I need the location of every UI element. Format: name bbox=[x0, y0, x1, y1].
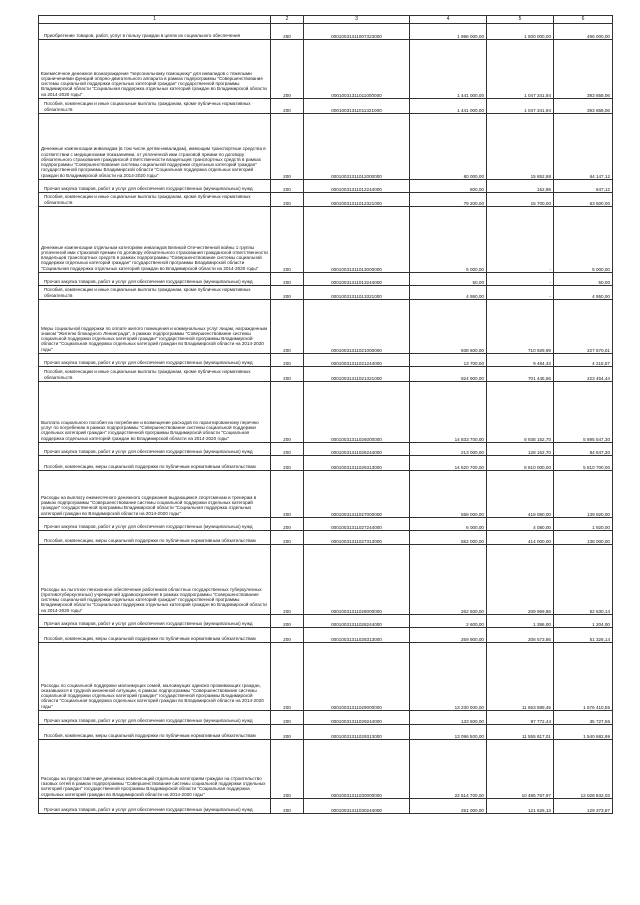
row-approved-amount-cell: 14 833 700,00 bbox=[410, 382, 487, 443]
table-row bbox=[39, 382, 613, 443]
row-classification-code-cell: 00010031311028244000 bbox=[304, 615, 410, 628]
row-unexecuted-amount-cell: 4 950,00 bbox=[554, 286, 613, 300]
row-executed-amount-cell: 10 485 767,97 bbox=[487, 740, 554, 799]
row-line-code-cell: 200 bbox=[271, 443, 304, 456]
row-line-code-cell: 200 bbox=[271, 367, 304, 382]
row-name-cell: Пособия, компенсации, меры социальной поддержки по публичным нормативным обязательствам bbox=[39, 725, 271, 740]
row-line-code-cell: 200 bbox=[271, 273, 304, 286]
row-unexecuted-amount-cell: 64 147,12 bbox=[554, 114, 613, 180]
row-executed-amount-cell: 1 047 341,94 bbox=[487, 40, 554, 99]
row-executed-amount-cell: 8 938 152,70 bbox=[487, 382, 554, 443]
row-approved-amount-cell: 13 096 500,00 bbox=[410, 725, 487, 740]
table-row bbox=[39, 207, 613, 273]
row-name-cell: Прочая закупка товаров, работ и услуг для обеспечения государственных (муниципальных) нужд bbox=[39, 273, 271, 286]
column-number-header bbox=[39, 16, 613, 24]
row-approved-amount-cell: 22 514 700,00 bbox=[410, 740, 487, 799]
row-name-cell: Приобретение товаров, работ, услуг в пользу граждан в целях их социального обеспечения bbox=[39, 24, 271, 40]
row-classification-code-cell: 00010031311013244000 bbox=[304, 273, 410, 286]
table-row bbox=[39, 114, 613, 180]
table-row bbox=[39, 471, 613, 518]
row-executed-amount-cell: 121 626,13 bbox=[487, 799, 554, 814]
row-unexecuted-amount-cell: 4 215,57 bbox=[554, 354, 613, 367]
row-executed-amount-cell: - bbox=[487, 273, 554, 286]
row-classification-code-cell: 00010031311021000000 bbox=[304, 300, 410, 354]
table-row bbox=[39, 740, 613, 799]
row-name-cell: Пособия, компенсации, меры социальной поддержки по публичным нормативным обязательствам bbox=[39, 531, 271, 545]
row-classification-code-cell: 00010031311028000000 bbox=[304, 545, 410, 615]
row-name-cell: Меры социальной поддержки по оплате жилого помещения и коммунальных услуг лицам, награжденным знаком "Жителю блокадного Ленинграда", в рамках подпрограммы "Совершенствование системы социальной поддержки отдельных категорий граждан" государственной программы Владимирской области "Социальная поддержка отдельных категорий граждан во Владимирской области на 2014-2020 годы" bbox=[39, 300, 271, 354]
row-approved-amount-cell: 251 000,00 bbox=[410, 799, 487, 814]
row-classification-code-cell: 00010031311030244000 bbox=[304, 799, 410, 814]
row-name-cell: Прочая закупка товаров, работ и услуг для обеспечения государственных (муниципальных) нужд bbox=[39, 180, 271, 193]
row-executed-amount-cell: - bbox=[487, 286, 554, 300]
row-approved-amount-cell: 5 000,00 bbox=[410, 207, 487, 273]
row-executed-amount-cell: 152,88 bbox=[487, 180, 554, 193]
row-name-cell: Прочая закупка товаров, работ и услуг для обеспечения государственных (муниципальных) нужд bbox=[39, 799, 271, 814]
row-name-cell: Расходы на предоставление денежных компенсаций отдельным категориям граждан на строительство газовых сетей в рамках подпрограммы "Совершенствование системы социальной поддержки отдельных категорий граждан" государственной программы Владимирской области "Социальная поддержка отдельных категорий граждан во Владимирской области на 2014-2020 годы" bbox=[39, 740, 271, 799]
row-unexecuted-amount-cell: 84 847,30 bbox=[554, 443, 613, 456]
row-unexecuted-amount-cell: 5 895 547,30 bbox=[554, 382, 613, 443]
row-approved-amount-cell: 558 000,00 bbox=[410, 471, 487, 518]
row-line-code-cell: 200 bbox=[271, 207, 304, 273]
row-name-cell: Пособия, компенсации и иные социальные выплаты гражданам, кроме публичных нормативных обязательств bbox=[39, 367, 271, 382]
row-executed-amount-cell: 11 555 817,01 bbox=[487, 725, 554, 740]
row-unexecuted-amount-cell: 227 670,01 bbox=[554, 300, 613, 354]
row-approved-amount-cell: 13 700,00 bbox=[410, 354, 487, 367]
row-classification-code-cell: 00010031311029313000 bbox=[304, 725, 410, 740]
row-approved-amount-cell: 1 441 000,00 bbox=[410, 40, 487, 99]
row-unexecuted-amount-cell: 63 500,00 bbox=[554, 193, 613, 207]
row-unexecuted-amount-cell: 1 576 410,55 bbox=[554, 643, 613, 711]
row-classification-code-cell: 00010031311028313000 bbox=[304, 628, 410, 643]
row-line-code-cell: 200 bbox=[271, 354, 304, 367]
row-classification-code-cell: 00010031311013000000 bbox=[304, 207, 410, 273]
row-unexecuted-amount-cell: 5 000,00 bbox=[554, 207, 613, 273]
row-line-code-cell: 200 bbox=[271, 300, 304, 354]
row-classification-code-cell: 00010031311029244000 bbox=[304, 711, 410, 725]
row-executed-amount-cell: 1 047 341,94 bbox=[487, 99, 554, 114]
row-unexecuted-amount-cell: 52 530,14 bbox=[554, 545, 613, 615]
row-name-cell: Пособия, компенсации, меры социальной поддержки по публичным нормативным обязательствам bbox=[39, 456, 271, 471]
row-executed-amount-cell: 15 852,88 bbox=[487, 114, 554, 180]
header-col-3: 3 bbox=[304, 16, 410, 24]
row-line-code-cell: 200 bbox=[271, 40, 304, 99]
row-unexecuted-amount-cell: 393 658,06 bbox=[554, 40, 613, 99]
row-executed-amount-cell: - bbox=[487, 207, 554, 273]
row-line-code-cell: 200 bbox=[271, 456, 304, 471]
row-executed-amount-cell: 97 772,44 bbox=[487, 711, 554, 725]
row-name-cell: Выплата социального пособия на погребение и возмещение расходов по гарантированному перечню услуг по погребению в рамках подпрограммы "Совершенствование системы социальной поддержки отдельных категорий граждан" государственной программы Владимирской области "Социальная поддержка отдельных категорий граждан во Владимирской области на 2014-2020 годы" bbox=[39, 382, 271, 443]
row-approved-amount-cell: 4 950,00 bbox=[410, 286, 487, 300]
header-col-1: 1 bbox=[39, 16, 271, 24]
row-classification-code-cell: 00010031311021244000 bbox=[304, 354, 410, 367]
row-approved-amount-cell: 133 500,00 bbox=[410, 711, 487, 725]
row-name-cell: Расходы на льготное пенсионное обеспечение работников областных государственных туберкулезных (противотуберкулезных) учреждений здравоохранения в рамках подпрограммы "Совершенствование системы социальной поддержки отдельных категорий граждан" государственной программы Владимирской области "Социальная поддержка отдельных категорий граждан во Владимирской области на 2014-2020 годы" bbox=[39, 545, 271, 615]
row-name-cell: Прочая закупка товаров, работ и услуг для обеспечения государственных (муниципальных) нужд bbox=[39, 615, 271, 628]
table-row bbox=[39, 456, 613, 471]
row-approved-amount-cell: 79 200,00 bbox=[410, 193, 487, 207]
row-approved-amount-cell: 800,00 bbox=[410, 180, 487, 193]
row-unexecuted-amount-cell: 12 028 932,03 bbox=[554, 740, 613, 799]
row-line-code-cell: 200 bbox=[271, 286, 304, 300]
table-row bbox=[39, 286, 613, 300]
row-approved-amount-cell: 938 600,00 bbox=[410, 300, 487, 354]
row-line-code-cell: 200 bbox=[271, 725, 304, 740]
table-row bbox=[39, 799, 613, 814]
row-name-cell: Пособия, компенсации и иные социальные выплаты гражданам, кроме публичных нормативных обязательств bbox=[39, 99, 271, 114]
row-approved-amount-cell: 13 230 000,00 bbox=[410, 643, 487, 711]
row-classification-code-cell: 00010031311026244000 bbox=[304, 443, 410, 456]
row-classification-code-cell: 00010031311011321000 bbox=[304, 99, 410, 114]
row-line-code-cell: 200 bbox=[271, 740, 304, 799]
table-row bbox=[39, 545, 613, 615]
row-unexecuted-amount-cell: 139 920,00 bbox=[554, 471, 613, 518]
table-row bbox=[39, 518, 613, 531]
table-body bbox=[39, 16, 613, 814]
row-executed-amount-cell: 4 080,00 bbox=[487, 518, 554, 531]
row-line-code-cell: 250 bbox=[271, 24, 304, 40]
table-row bbox=[39, 725, 613, 740]
row-name-cell: Расходы на выплату ежемесячного денежного содержания выдающимся спортсменам и тренерам в рамках подпрограммы "Совершенствование системы социальной поддержки отдельных категорий граждан" государственной программы Владимирской области "Социальная поддержка отдельных категорий граждан во Владимирской области на 2014-2020 годы" bbox=[39, 471, 271, 518]
row-approved-amount-cell: 213 000,00 bbox=[410, 443, 487, 456]
row-classification-code-cell: 00010031311012000000 bbox=[304, 114, 410, 180]
row-unexecuted-amount-cell: 129 373,87 bbox=[554, 799, 613, 814]
row-classification-code-cell: 00010031311021321000 bbox=[304, 367, 410, 382]
table-row bbox=[39, 711, 613, 725]
row-executed-amount-cell: 414 000,00 bbox=[487, 531, 554, 545]
row-executed-amount-cell: 208 573,86 bbox=[487, 628, 554, 643]
row-classification-code-cell: 00010031311012244000 bbox=[304, 180, 410, 193]
row-executed-amount-cell: 8 810 000,00 bbox=[487, 456, 554, 471]
row-unexecuted-amount-cell: 1 204,00 bbox=[554, 615, 613, 628]
row-approved-amount-cell: 1 441 000,00 bbox=[410, 99, 487, 114]
row-approved-amount-cell: 262 500,00 bbox=[410, 545, 487, 615]
row-line-code-cell: 200 bbox=[271, 180, 304, 193]
row-line-code-cell: 200 bbox=[271, 545, 304, 615]
row-executed-amount-cell: 1 500 000,00 bbox=[487, 24, 554, 40]
row-name-cell: Пособия, компенсации и иные социальные выплаты гражданам, кроме публичных нормативных обязательств bbox=[39, 193, 271, 207]
row-line-code-cell: 200 bbox=[271, 628, 304, 643]
row-unexecuted-amount-cell: 1 540 682,99 bbox=[554, 725, 613, 740]
row-line-code-cell: 200 bbox=[271, 711, 304, 725]
header-col-5: 5 bbox=[487, 16, 554, 24]
row-line-code-cell: 200 bbox=[271, 531, 304, 545]
table-row bbox=[39, 367, 613, 382]
row-approved-amount-cell: 14 620 700,00 bbox=[410, 456, 487, 471]
row-executed-amount-cell: 701 445,56 bbox=[487, 367, 554, 382]
table-row bbox=[39, 615, 613, 628]
row-name-cell: Прочая закупка товаров, работ и услуг для обеспечения государственных (муниципальных) нужд bbox=[39, 443, 271, 456]
row-classification-code-cell: 00010031311011000000 bbox=[304, 40, 410, 99]
row-name-cell: Денежные компенсации отдельным категориям инвалидов Великой Отечественной войны 1 группы уплаченной ими страховой премии по договору обязательного страхования гражданской ответственности владельцев транспортных средств в рамках подпрограммы "Совершенствование системы социальной поддержки отдельных категорий граждан" государственной программы Владимирской области "Социальная поддержка отдельных категорий граждан во Владимирской области на 2014-2020 годы" bbox=[39, 207, 271, 273]
row-name-cell: Прочая закупка товаров, работ и услуг для обеспечения государственных (муниципальных) нужд bbox=[39, 518, 271, 531]
table-row bbox=[39, 443, 613, 456]
row-approved-amount-cell: 552 000,00 bbox=[410, 531, 487, 545]
row-executed-amount-cell: 1 396,00 bbox=[487, 615, 554, 628]
row-classification-code-cell: 00010031311027313000 bbox=[304, 531, 410, 545]
row-classification-code-cell: 00010031311013321000 bbox=[304, 286, 410, 300]
row-classification-code-cell: 00010031311012321000 bbox=[304, 193, 410, 207]
row-line-code-cell: 200 bbox=[271, 643, 304, 711]
row-unexecuted-amount-cell: 223 454,44 bbox=[554, 367, 613, 382]
row-name-cell: Денежные компенсации инвалидам (в том числе детям-инвалидам), имеющим транспортные средства в соответствии с медицинскими показаниями, от уплаченной ими страховой премии по договору обязательного страхования гражданской ответственности владельцев транспортных средств в рамках подпрограммы "Совершенствование системы социальной поддержки отдельных категорий граждан" государственной программы Владимирской области "Социальная поддержка отдельных категорий граждан во Владимирской области на 2014-2020 годы" bbox=[39, 114, 271, 180]
table-row bbox=[39, 531, 613, 545]
row-approved-amount-cell: 924 900,00 bbox=[410, 367, 487, 382]
row-executed-amount-cell: 209 969,86 bbox=[487, 545, 554, 615]
header-col-6: 6 bbox=[554, 16, 613, 24]
row-approved-amount-cell: 1 996 000,00 bbox=[410, 24, 487, 40]
row-line-code-cell: 200 bbox=[271, 193, 304, 207]
row-classification-code-cell: 00010031311026000000 bbox=[304, 382, 410, 443]
row-classification-code-cell: 00010031311007323000 bbox=[304, 24, 410, 40]
row-approved-amount-cell: 6 000,00 bbox=[410, 518, 487, 531]
table-row bbox=[39, 300, 613, 354]
row-executed-amount-cell: 128 152,70 bbox=[487, 443, 554, 456]
row-executed-amount-cell: 418 080,00 bbox=[487, 471, 554, 518]
row-unexecuted-amount-cell: 50,00 bbox=[554, 273, 613, 286]
row-classification-code-cell: 00010031311029000000 bbox=[304, 643, 410, 711]
row-line-code-cell: 200 bbox=[271, 114, 304, 180]
header-col-2: 2 bbox=[271, 16, 304, 24]
table-row bbox=[39, 193, 613, 207]
header-col-4: 4 bbox=[410, 16, 487, 24]
row-unexecuted-amount-cell: 647,12 bbox=[554, 180, 613, 193]
row-unexecuted-amount-cell: 138 000,00 bbox=[554, 531, 613, 545]
table-row bbox=[39, 273, 613, 286]
row-name-cell: Расходы по социальной поддержке малоимущих семей, малоимущих одиноко проживающих граждан, оказавшихся в трудной жизненной ситуации, в рамках подпрограммы "Совершенствование системы социальной поддержки отдельных категорий граждан" государственной программы Владимирской области "Социальная поддержка отдельных категорий граждан во Владимирской области на 2014-2020 годы" bbox=[39, 643, 271, 711]
row-classification-code-cell: 00010031311027000000 bbox=[304, 471, 410, 518]
row-executed-amount-cell: 710 929,99 bbox=[487, 300, 554, 354]
row-approved-amount-cell: 80 000,00 bbox=[410, 114, 487, 180]
row-classification-code-cell: 00010031311026313000 bbox=[304, 456, 410, 471]
row-unexecuted-amount-cell: 1 920,00 bbox=[554, 518, 613, 531]
row-line-code-cell: 200 bbox=[271, 99, 304, 114]
table-row bbox=[39, 643, 613, 711]
table-row bbox=[39, 180, 613, 193]
row-unexecuted-amount-cell: 393 658,06 bbox=[554, 99, 613, 114]
row-unexecuted-amount-cell: 51 326,14 bbox=[554, 628, 613, 643]
report-table-sheet bbox=[38, 15, 612, 814]
row-approved-amount-cell: 50,00 bbox=[410, 273, 487, 286]
row-unexecuted-amount-cell: 35 727,56 bbox=[554, 711, 613, 725]
row-unexecuted-amount-cell: 5 810 700,00 bbox=[554, 456, 613, 471]
row-line-code-cell: 200 bbox=[271, 518, 304, 531]
row-line-code-cell: 200 bbox=[271, 799, 304, 814]
row-line-code-cell: 200 bbox=[271, 382, 304, 443]
table-row bbox=[39, 40, 613, 99]
row-name-cell: Ежемесячное денежное вознаграждение "персональному помощнику" для инвалидов с тяжелыми ограничениями функций опорно-двигательного аппарата в рамках подпрограммы "Совершенствование системы социальной поддержки отдельных категорий граждан" государственной программы Владимирской области "Социальная поддержка отдельных категорий граждан во Владимирской области на 2014-2020 годы" bbox=[39, 40, 271, 99]
row-executed-amount-cell: 9 484,43 bbox=[487, 354, 554, 367]
table-row bbox=[39, 24, 613, 40]
row-name-cell: Пособия, компенсации и иные социальные выплаты гражданам, кроме публичных нормативных обязательств bbox=[39, 286, 271, 300]
row-name-cell: Прочая закупка товаров, работ и услуг для обеспечения государственных (муниципальных) нужд bbox=[39, 711, 271, 725]
table-row bbox=[39, 354, 613, 367]
row-unexecuted-amount-cell: 496 000,00 bbox=[554, 24, 613, 40]
row-line-code-cell: 200 bbox=[271, 615, 304, 628]
row-executed-amount-cell: 11 653 589,45 bbox=[487, 643, 554, 711]
row-approved-amount-cell: 259 900,00 bbox=[410, 628, 487, 643]
row-classification-code-cell: 00010031311027244000 bbox=[304, 518, 410, 531]
row-name-cell: Прочая закупка товаров, работ и услуг для обеспечения государственных (муниципальных) нужд bbox=[39, 354, 271, 367]
row-name-cell: Пособия, компенсации, меры социальной поддержки по публичным нормативным обязательствам bbox=[39, 628, 271, 643]
row-classification-code-cell: 00010031311030000000 bbox=[304, 740, 410, 799]
row-executed-amount-cell: 15 700,00 bbox=[487, 193, 554, 207]
table-row bbox=[39, 99, 613, 114]
row-approved-amount-cell: 2 600,00 bbox=[410, 615, 487, 628]
table-row bbox=[39, 628, 613, 643]
row-line-code-cell: 200 bbox=[271, 471, 304, 518]
budget-execution-table bbox=[38, 15, 613, 814]
